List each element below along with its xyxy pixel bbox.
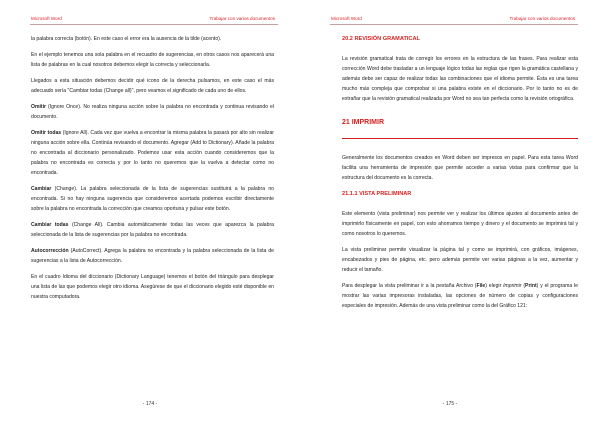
chapter-rule bbox=[342, 138, 578, 139]
right-header-title: Microsoft Word bbox=[331, 16, 362, 21]
definition: (Change All). Cambia automáticamente todas las veces que aparezca la palabra seleccionada de la lista de sugerencias por la palabra no encontrada. bbox=[31, 222, 275, 238]
paragraph: En el ejemplo tenemos una sola palabra en el recuadro de sugerencias, en otros casos nos aparecerá una lista de palabras en la cual nosotros debemos elegir la correcta y seleccionarla. bbox=[31, 52, 274, 68]
right-page-number: - 175 - bbox=[442, 401, 458, 407]
right-page bbox=[300, 0, 600, 424]
left-header-title: Microsoft Word bbox=[31, 16, 62, 21]
definition: (Ignore All). Cada vez que vuelva a encontrar la misma palabra la pasará por alto sin realizar ninguna acción sobre ella. Continúa revisando el documento. Agregar (Add to Dictionary). Añade la palabra no encontrada al diccionario personalizado. Podemos usar esta acción cuando consideremos que la palabra no encontrada es correcta y por lo tanto no queremos que la vuelva a detectar como no encontrada. bbox=[31, 130, 274, 176]
term: Cambiar bbox=[31, 186, 52, 192]
term: File bbox=[476, 283, 486, 289]
paragraph: La vista preliminar permite visualizar la página tal y como se imprimirá, con gráficos, imágenes, encabezados y pies de página, etc. pero además permite ver varias páginas a la vez, aumentar y reducir el tamaño. bbox=[342, 247, 578, 273]
definition: (Change). La palabra seleccionada de la lista de sugerencias sustituirá a la palabra no encontrada. Si no hay ninguna sugerencia que consideremos acertada podemos escribir directamente sobre la palabra no encontrada la corrección que creamos oportuna y pulsar este botón. bbox=[31, 186, 274, 212]
paragraph: la palabra correcta (botón). En este caso el error era la ausencia de la tilde (acento). bbox=[31, 36, 222, 42]
paragraph: Este elemento (vista preliminar) nos permite ver y realizar los últimos ajustes al documento antes de imprimirlo físicamente en papel, con esto ahorramos tiempo y dinero y el documento se imprimirá tal y como nosotros lo queremos. bbox=[342, 211, 578, 237]
chapter-heading-imprimir: 21 IMPRIMIR bbox=[342, 119, 385, 126]
paragraph: Generalmente los documentos creados en Word deben ser impresos en papel. Para esta tarea Word facilita una herramienta de impresión que permite acceder a varias vistas para confirmar que la estructura del documento es la correcta. bbox=[342, 155, 578, 181]
paragraph: La revisión gramatical trata de corregir los errores en la estructura de las frases. Para realizar esta corrección Word debe trasladar a un lenguaje lógico todas las reglas que rigen la gramática castellana y además debe ser capaz de realizar todas las combinaciones que el idioma permite. Ésta es una tarea mucho más compleja que comprobar si una palabra existe en el diccionario. Por lo tanto no es de extrañar que la revisión gramatical realizada por Word no sea tan perfecta como la revisión ortográfica. bbox=[342, 56, 578, 102]
paragraph-autocorreccion bbox=[31, 246, 274, 266]
text: ( bbox=[521, 283, 526, 289]
definition: (AutoCorrect). Agrega la palabra no encontrada y la palabra seleccionada de la lista de sugerencias a la lista de Autocorrección. bbox=[31, 248, 274, 264]
term: Print bbox=[525, 283, 537, 289]
paragraph-cambiar-todas bbox=[31, 220, 274, 240]
paragraph: Llegados a esta situación debemos decidir qué icono de la derecha pulsamos, en este caso el más adecuado sería "Cambiar todas (Change all)", pero veamos el significado de cada uno de ellos. bbox=[31, 78, 274, 94]
left-header-chapter: Trabajar con varios documentos bbox=[209, 16, 275, 21]
left-body bbox=[31, 34, 274, 308]
definition: (Ignore Once). No realiza ninguna acción sobre la palabra no encontrada y continua revisando el documento. bbox=[31, 104, 274, 120]
right-body bbox=[342, 34, 578, 317]
section-heading-revision-gramatical: 20.2 REVISIÓN GRAMATICAL bbox=[342, 36, 420, 42]
right-header-chapter: Trabajar con varios documentos bbox=[509, 16, 575, 21]
left-page-number: - 174 - bbox=[142, 401, 158, 407]
term: Autocorrección bbox=[31, 248, 69, 254]
paragraph-cambiar bbox=[31, 184, 274, 214]
paragraph-omitir bbox=[31, 102, 274, 122]
term: Omitir todas bbox=[31, 130, 62, 136]
term: Cambiar todas bbox=[31, 222, 69, 228]
text: ) y el programa le mostrar las varias impresoras instaladas, las opciones de número de copias y configuraciones especiales de impresión. Además de una vista preliminar como la del Gráfico 121: bbox=[342, 283, 578, 309]
paragraph bbox=[342, 281, 578, 311]
section-heading-vista-preliminar: 21.1.1 VISTA PRELIMINAR bbox=[342, 191, 412, 197]
left-header-rule bbox=[30, 24, 278, 25]
term: Imprimir bbox=[503, 283, 522, 289]
term: Omitir bbox=[31, 104, 47, 110]
paragraph: En el cuadro Idioma del diccionario (Dictionary Language) tenemos el botón del triángulo para desplegar una lista de las que podemos elegir otro idioma. Asegúrese de que el diccionario elegido esté disponible en nuestra computadora. bbox=[31, 274, 274, 300]
right-header-rule bbox=[330, 24, 578, 25]
paragraph-omitir-todas bbox=[31, 128, 274, 178]
text: Para desplegar la vista preliminar ir a la pestaña Archivo ( bbox=[342, 283, 477, 289]
text: ) elegir bbox=[485, 283, 504, 289]
